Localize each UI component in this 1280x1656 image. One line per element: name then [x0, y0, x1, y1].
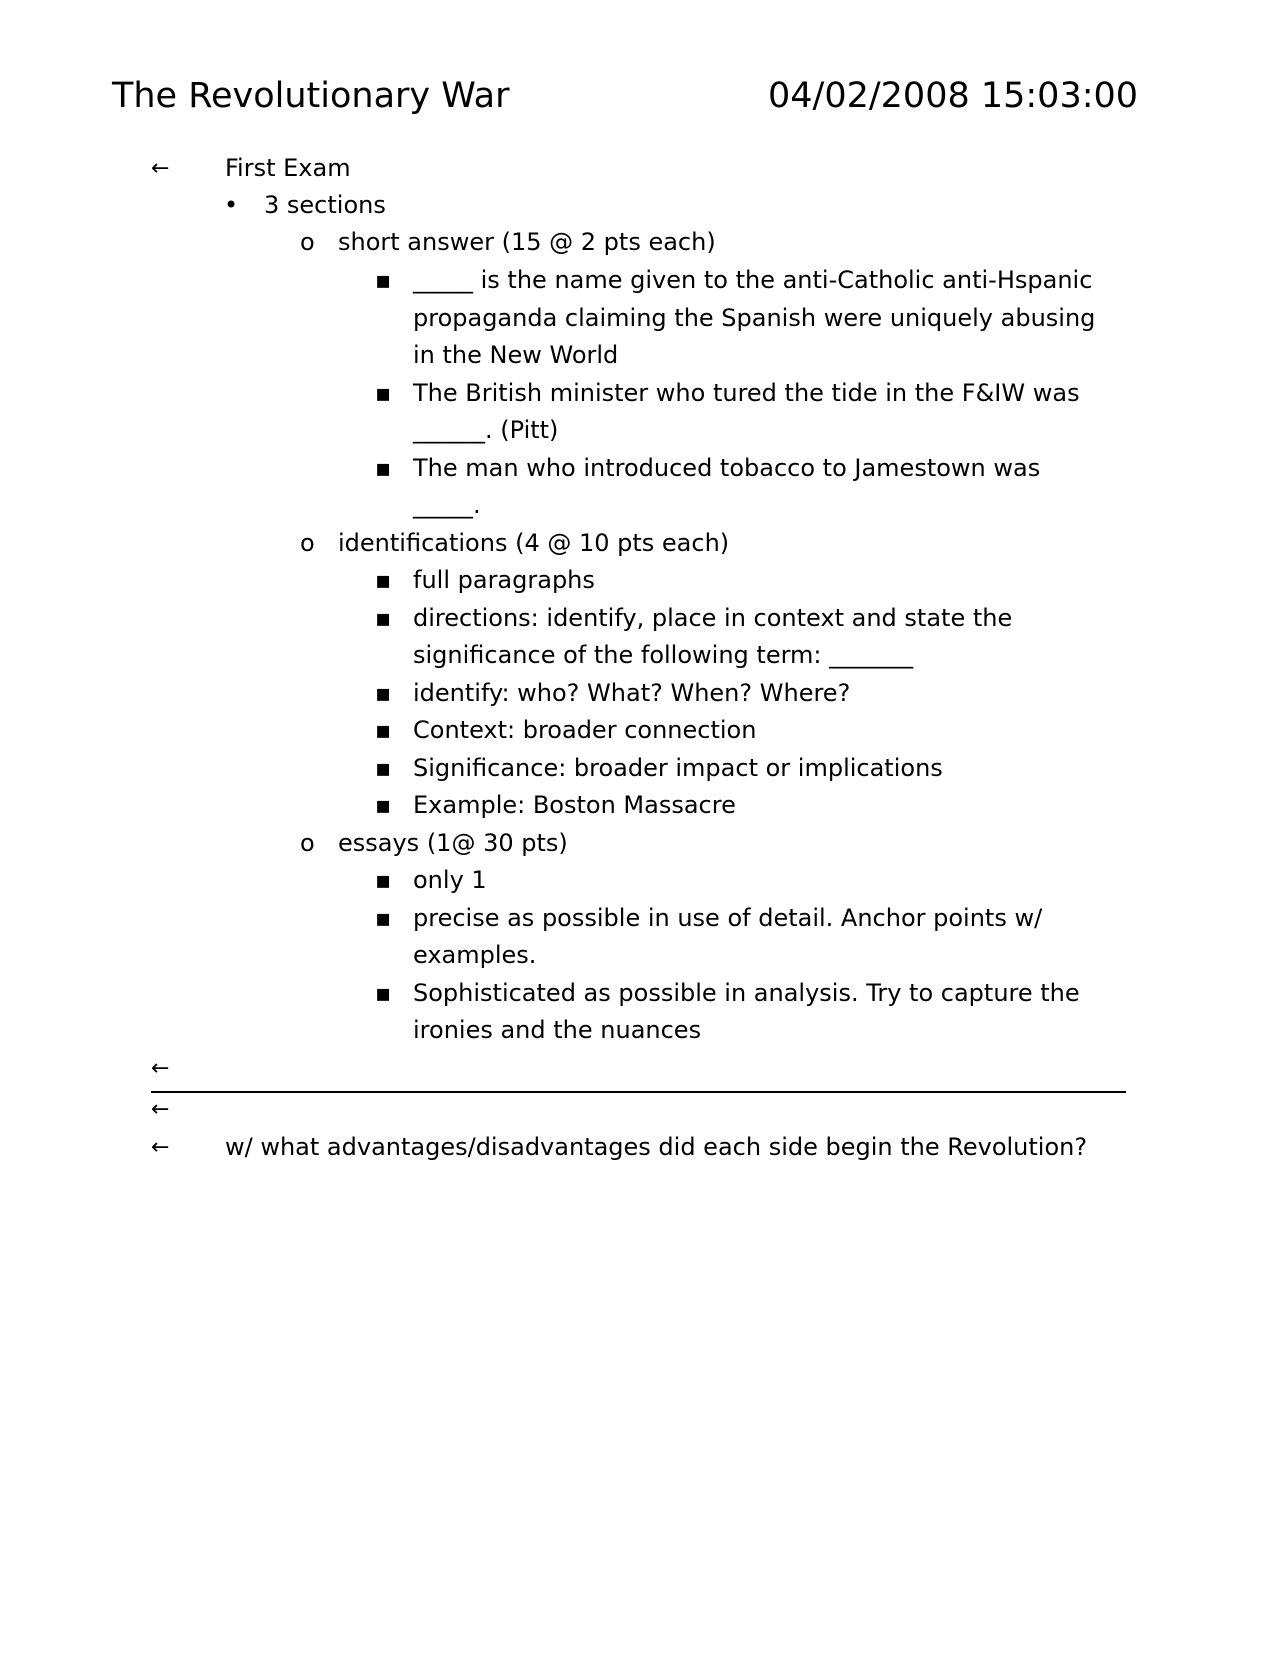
arrow-left-icon: ←	[151, 1055, 170, 1081]
identifications-item-6: Example: Boston Massacre	[413, 791, 736, 819]
letter-o-bullet-icon: o	[300, 228, 315, 256]
identifications-item-5: Significance: broader impact or implications	[413, 753, 943, 782]
letter-o-bullet-icon: o	[300, 828, 315, 857]
square-bullet-icon: ▪	[375, 791, 392, 819]
square-bullet-icon: ▪	[375, 753, 392, 782]
short-answer-item-2-line-1: The British minister who tured the tide in the F&IW was	[413, 378, 1080, 407]
square-bullet-icon: ▪	[375, 978, 392, 1007]
outline-short-answer: short answer (15 @ 2 pts each)	[338, 228, 716, 256]
short-answer-item-1-line-2: propaganda claiming the Spanish were uniquely abusing	[413, 303, 1096, 332]
square-bullet-icon: ▪	[375, 678, 392, 707]
arrow-left-icon: ←	[151, 1097, 170, 1122]
outline-sections: 3 sections	[264, 191, 386, 219]
outline-essays: essays (1@ 30 pts)	[338, 828, 568, 857]
identifications-item-2-line-1: directions: identify, place in context and state the	[413, 603, 1013, 632]
outline-first-exam: First Exam	[225, 154, 351, 182]
disc-bullet-icon: •	[224, 191, 239, 219]
short-answer-item-1-line-1: _____ is the name given to the anti-Catholic anti-Hspanic	[413, 266, 1093, 294]
short-answer-item-1-line-3: in the New World	[413, 341, 619, 369]
square-bullet-icon: ▪	[375, 603, 392, 632]
outline-identifications: identifications (4 @ 10 pts each)	[338, 528, 730, 557]
square-bullet-icon: ▪	[375, 903, 392, 932]
page-datetime: 04/02/2008 15:03:00	[768, 76, 1139, 116]
short-answer-item-3-line-1: The man who introduced tobacco to Jamestown was	[413, 453, 1041, 482]
square-bullet-icon: ▪	[375, 378, 392, 407]
identifications-item-1: full paragraphs	[413, 566, 595, 594]
essays-item-1: only 1	[413, 866, 487, 894]
letter-o-bullet-icon: o	[300, 528, 315, 557]
arrow-left-icon: ←	[151, 1134, 170, 1160]
arrow-left-icon: ←	[151, 156, 170, 181]
square-bullet-icon: ▪	[375, 453, 392, 482]
essays-item-2-line-2: examples.	[413, 941, 537, 969]
page-title: The Revolutionary War	[112, 76, 510, 116]
square-bullet-icon: ▪	[375, 866, 392, 894]
identifications-item-3: identify: who? What? When? Where?	[413, 678, 851, 707]
square-bullet-icon: ▪	[375, 566, 392, 594]
horizontal-rule	[151, 1091, 1126, 1093]
identifications-item-2-line-2: significance of the following term: _______	[413, 641, 914, 669]
square-bullet-icon: ▪	[375, 266, 392, 294]
essays-item-3-line-2: ironies and the nuances	[413, 1016, 702, 1044]
short-answer-item-3-line-2: _____.	[413, 491, 481, 519]
square-bullet-icon: ▪	[375, 716, 392, 744]
short-answer-item-2-line-2: ______. (Pitt)	[413, 416, 559, 444]
essays-item-3-line-1: Sophisticated as possible in analysis. Try to capture the	[413, 978, 1080, 1007]
essays-item-2-line-1: precise as possible in use of detail. Anchor points w/	[413, 903, 1043, 932]
identifications-item-4: Context: broader connection	[413, 716, 757, 744]
outline-question: w/ what advantages/disadvantages did each side begin the Revolution?	[225, 1132, 1088, 1161]
